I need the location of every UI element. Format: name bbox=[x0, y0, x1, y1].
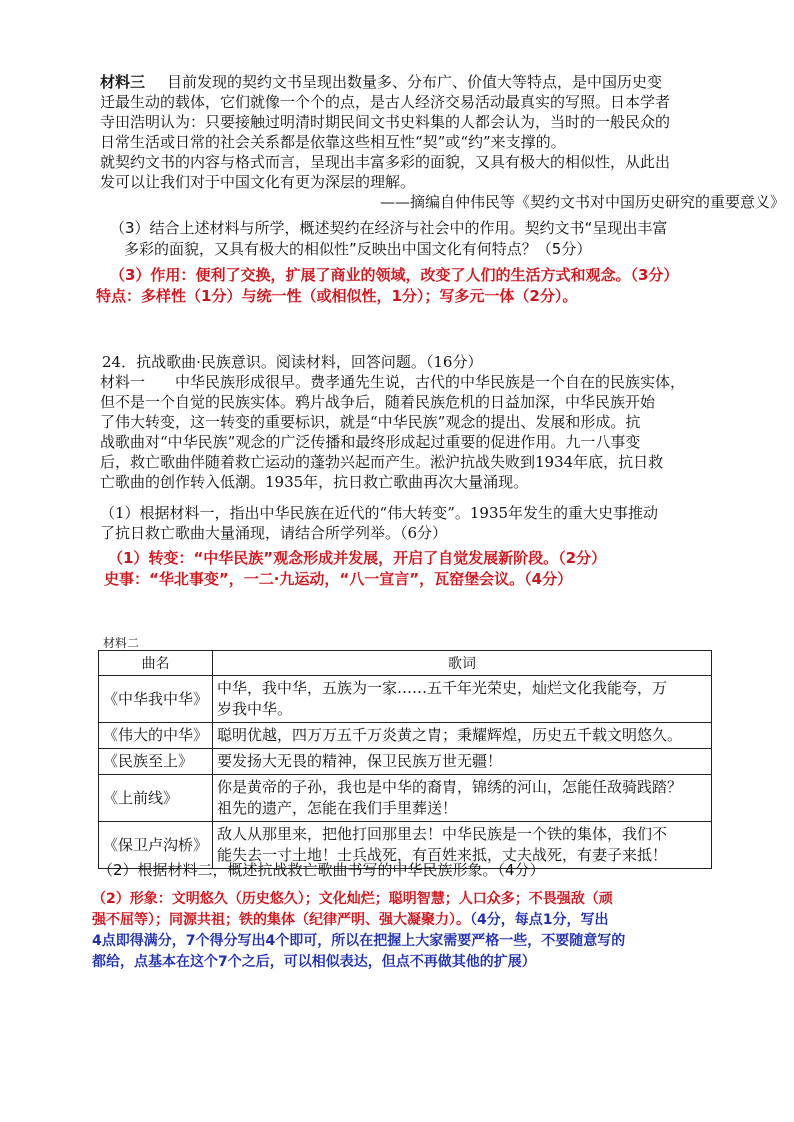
table-row bbox=[99, 749, 712, 775]
q24-1-answer-2: 史事：“华北事变”，一二·九运动，“八一宣言”，瓦窑堡会议。（4分） bbox=[104, 570, 573, 588]
q24-2-answer-1: （2）形象：文明悠久（历史悠久）；文化灿烂；聪明智慧；人口众多；不畏强敌（顽 bbox=[92, 891, 613, 907]
q24-2-answer-3: 4点即得满分，7个得分写出4个即可，所以在把握上大家需要严格一些，不要随意写的 bbox=[92, 933, 626, 949]
q3-line-2: 多彩的面貌，又具有极大的相似性”反映出中国文化有何特点？（5分） bbox=[124, 240, 592, 258]
song-name: 《民族至上》 bbox=[99, 749, 213, 775]
q3-answer-2: 特点：多样性（1分）与统一性（或相似性，1分）；写多元一体（2分）。 bbox=[96, 287, 578, 305]
section3-line-1: 材料三 目前发现的契约文书呈现出数量多、分布广、价值大等特点，是中国历史变 bbox=[100, 73, 663, 91]
section3-source: ——摘编自仲伟民等《契约文书对中国历史研究的重要意义》 bbox=[380, 193, 786, 211]
song-lyrics: 你是黄帝的子孙，我也是中华的裔胄，锦绣的河山，怎能任敌骑践踏？ 祖先的遗产，怎能在我们手里葬送！ bbox=[213, 775, 712, 822]
header-song-name: 曲名 bbox=[99, 651, 213, 676]
q24-2-answer-4: 都给，点基本在这个7个之后，可以相似表达，但点不再做其他的扩展） bbox=[92, 954, 536, 970]
table-row bbox=[99, 676, 712, 723]
table-row bbox=[99, 723, 712, 749]
song-lyrics: 中华，我中华，五族为一家……五千年光荣史，灿烂文化我能夸，万 岁我中华。 bbox=[213, 676, 712, 723]
lyrics-table bbox=[98, 650, 712, 869]
q24-1-line-1: （1）根据材料一，指出中华民族在近代的“伟大转变”。1935年发生的重大史事推动 bbox=[100, 504, 659, 522]
material1-line-5: 后，救亡歌曲伴随着救亡运动的蓬勃兴起而产生。淞沪抗战失败到1934年底，抗日救 bbox=[100, 453, 664, 471]
q3-line-1: （3）结合上述材料与所学，概述契约在经济与社会中的作用。契约文书“呈现出丰富 bbox=[110, 219, 668, 237]
material1-line-4: 战歌曲对“中华民族”观念的广泛传播和最终形成起过重要的促进作用。九一八事变 bbox=[100, 433, 641, 451]
q24-1-line-2: 了抗日救亡歌曲大量涌现，请结合所学列举。（6分） bbox=[100, 524, 448, 542]
q24-2-answer-2: 强不屈等）；同源共祖；铁的集体（纪律严明、强大凝聚力）。（4分，每点1分，写出 bbox=[92, 912, 609, 928]
table-header-row bbox=[99, 651, 712, 676]
table-row bbox=[99, 775, 712, 822]
section3-line-3: 寺田浩明认为：只要接触过明清时期民间文书史料集的人都会认为，当时的一般民众的 bbox=[100, 113, 671, 131]
material1-line-3: 了伟大转变，这一转变的重要标识，就是“中华民族”观念的提出、发展和形成。抗 bbox=[100, 413, 641, 431]
q24-2-question: （2）根据材料二，概述抗战救亡歌曲书写的中华民族形象。（4分） bbox=[98, 861, 545, 879]
q3-answer-1: （3）作用：便利了交换，扩展了商业的领域，改变了人们的生活方式和观念。（3分） bbox=[110, 266, 679, 284]
section3-label: 材料三 bbox=[100, 73, 146, 91]
song-lyrics: 聪明优越，四万万五千万炎黄之胄；秉耀辉煌，历史五千载文明悠久。 bbox=[213, 723, 712, 749]
song-name: 《伟大的中华》 bbox=[99, 723, 213, 749]
header-lyrics: 歌词 bbox=[213, 651, 712, 676]
material1-line-2: 但不是一个自觉的民族实体。鸦片战争后，随着民族危机的日益加深，中华民族开始 bbox=[100, 393, 656, 411]
material1-label: 材料一 bbox=[100, 373, 146, 391]
song-name: 《保卫卢沟桥》 bbox=[99, 822, 213, 869]
q24-title: 24．抗战歌曲·民族意识。阅读材料，回答问题。（16分） bbox=[102, 353, 483, 371]
section3-line-5: 就契约文书的内容与格式而言，呈现出丰富多彩的面貌，又具有极大的相似性，从此出 bbox=[100, 153, 671, 171]
song-name: 《中华我中华》 bbox=[99, 676, 213, 723]
material2-label: 材料二 bbox=[103, 636, 140, 650]
song-lyrics: 要发扬大无畏的精神，保卫民族万世无疆！ bbox=[213, 749, 712, 775]
material1-line-1: 材料一 中华民族形成很早。费孝通先生说，古代的中华民族是一个自在的民族实体， bbox=[100, 373, 686, 391]
q24-1-answer-1: （1）转变：“中华民族”观念形成并发展，开启了自觉发展新阶段。（2分） bbox=[108, 549, 607, 567]
song-name: 《上前线》 bbox=[99, 775, 213, 822]
song-lyrics: 敌人从那里来，把他打回那里去！中华民族是一个铁的集体，我们不 能失去一寸土地！士兵战死，有百姓来抵，丈夫战死，有妻子来抵！ bbox=[213, 822, 712, 869]
section3-line-4: 日常生活或日常的社会关系都是依靠这些相互性“契”或“约”来支撑的。 bbox=[100, 133, 566, 151]
material1-line-6: 亡歌曲的创作转入低潮。1935年，抗日救亡歌曲再次大量涌现。 bbox=[100, 473, 529, 491]
section3-line-2: 迁最生动的载体，它们就像一个个的点，是古人经济交易活动最真实的写照。日本学者 bbox=[100, 93, 671, 111]
section3-line-6: 发可以让我们对于中国文化有更为深层的理解。 bbox=[100, 173, 416, 191]
